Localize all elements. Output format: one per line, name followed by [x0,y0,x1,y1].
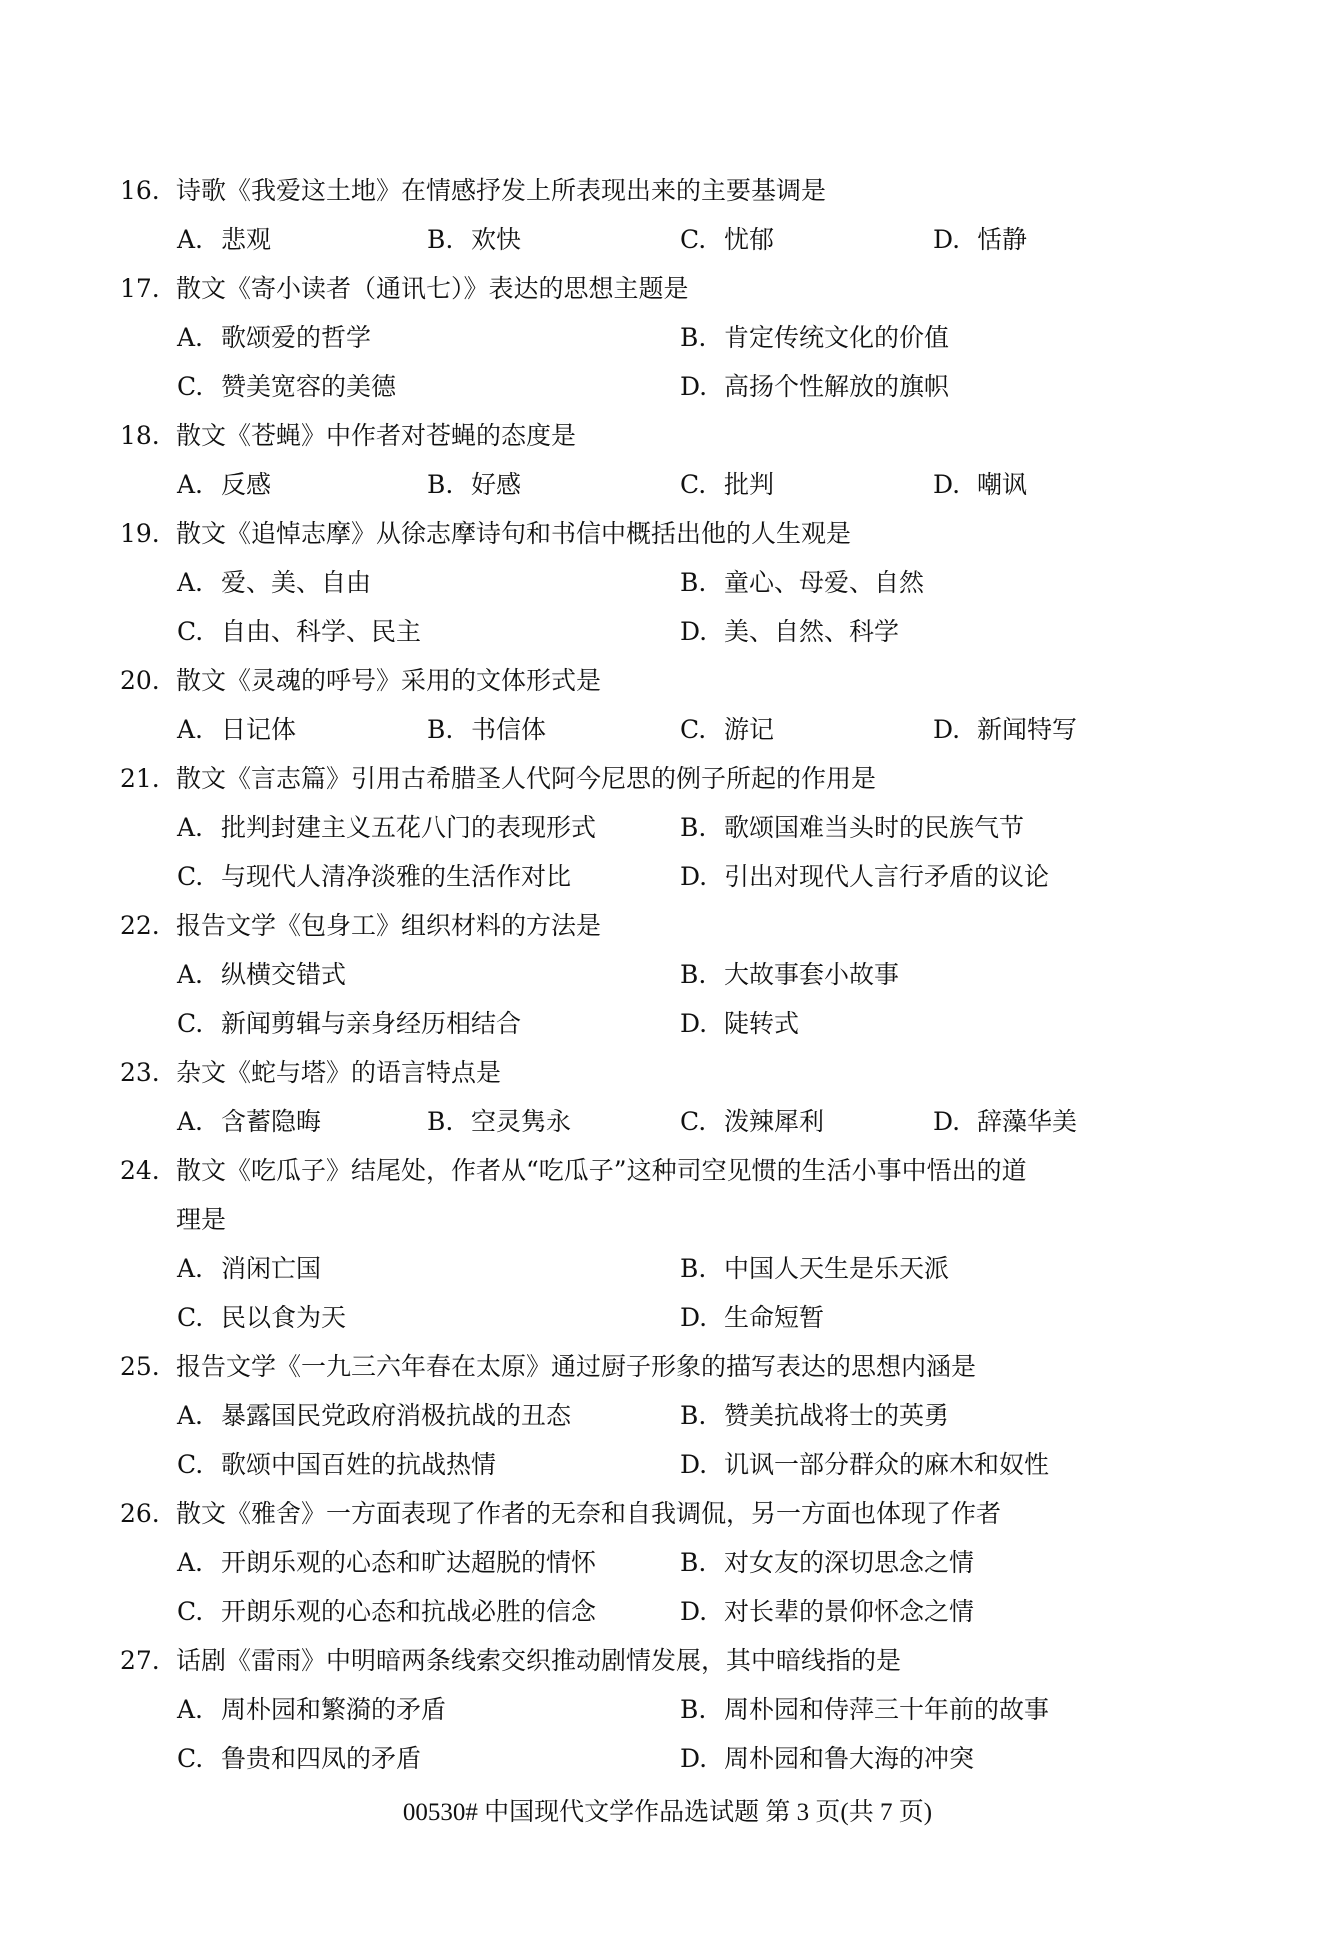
option-d[interactable]: D. 辞藻华美 [933,1107,1078,1136]
option-a[interactable]: A. 周朴园和繁漪的矛盾 [177,1695,447,1724]
option-d[interactable]: D. 生命短暂 [680,1303,825,1332]
option-c[interactable]: C. 自由、科学、民主 [177,617,422,646]
page-footer: 00530# 中国现代文学作品选试题 第 3 页(共 7 页) [402,1799,933,1826]
question-stem: 诗歌《我爱这土地》在情感抒发上所表现出来的主要基调是 [176,176,827,205]
question-number: 19. [120,519,160,548]
question-stem: 报告文学《一九三六年春在太原》通过厨子形象的描写表达的思想内涵是 [176,1352,977,1381]
question-number: 25. [120,1352,160,1381]
option-b[interactable]: B. 歌颂国难当头时的民族气节 [680,813,1025,842]
option-d[interactable]: D. 新闻特写 [933,715,1078,744]
question-stem: 报告文学《包身工》组织材料的方法是 [176,911,602,940]
question-number: 20. [120,666,160,695]
option-d[interactable]: D. 陡转式 [680,1009,800,1038]
question-number: 18. [120,421,160,450]
option-b[interactable]: B. 肯定传统文化的价值 [680,323,950,352]
question-stem: 散文《寄小读者（通讯七）》表达的思想主题是 [176,274,689,303]
option-b[interactable]: B. 对女友的深切思念之情 [680,1548,975,1577]
option-b[interactable]: B. 赞美抗战将士的英勇 [680,1401,950,1430]
option-d[interactable]: D. 高扬个性解放的旗帜 [680,372,950,401]
option-c[interactable]: C. 鲁贵和四凤的矛盾 [177,1744,422,1773]
option-d[interactable]: D. 恬静 [933,225,1028,254]
option-d[interactable]: D. 周朴园和鲁大海的冲突 [680,1744,975,1773]
question-stem: 散文《雅舍》一方面表现了作者的无奈和自我调侃，另一方面也体现了作者 [176,1499,1002,1528]
option-b[interactable]: B. 空灵隽永 [427,1107,572,1136]
question-stem-continued: 理是 [176,1205,227,1234]
option-c[interactable]: C. 游记 [680,715,775,744]
option-d[interactable]: D. 美、自然、科学 [680,617,900,646]
option-d[interactable]: D. 引出对现代人言行矛盾的议论 [680,862,1050,891]
option-d[interactable]: D. 讥讽一部分群众的麻木和奴性 [680,1450,1050,1479]
question-stem: 杂文《蛇与塔》的语言特点是 [176,1058,502,1087]
option-b[interactable]: B. 欢快 [427,225,522,254]
question-stem: 散文《苍蝇》中作者对苍蝇的态度是 [176,421,577,450]
option-b[interactable]: B. 好感 [427,470,522,499]
question-number: 17. [120,274,160,303]
option-a[interactable]: A. 歌颂爱的哲学 [177,323,372,352]
question-number: 16. [120,176,160,205]
option-a[interactable]: A. 批判封建主义五花八门的表现形式 [177,813,597,842]
option-d[interactable]: D. 对长辈的景仰怀念之情 [680,1597,975,1626]
question-number: 26. [120,1499,160,1528]
option-b[interactable]: B. 大故事套小故事 [680,960,900,989]
option-d[interactable]: D. 嘲讽 [933,470,1028,499]
option-c[interactable]: C. 泼辣犀利 [680,1107,825,1136]
option-b[interactable]: B. 童心、母爱、自然 [680,568,925,597]
option-a[interactable]: A. 消闲亡国 [177,1254,322,1283]
question-stem: 散文《灵魂的呼号》采用的文体形式是 [176,666,602,695]
option-c[interactable]: C. 新闻剪辑与亲身经历相结合 [177,1009,522,1038]
question-stem: 散文《吃瓜子》结尾处，作者从“吃瓜子”这种司空见惯的生活小事中悟出的道 [176,1156,1027,1185]
option-b[interactable]: B. 书信体 [427,715,547,744]
option-a[interactable]: A. 开朗乐观的心态和旷达超脱的情怀 [177,1548,597,1577]
option-a[interactable]: A. 纵横交错式 [177,960,347,989]
question-number: 21. [120,764,160,793]
option-a[interactable]: A. 反感 [177,470,272,499]
question-number: 24. [120,1156,160,1185]
option-b[interactable]: B. 周朴园和侍萍三十年前的故事 [680,1695,1050,1724]
question-stem: 话剧《雷雨》中明暗两条线索交织推动剧情发展，其中暗线指的是 [176,1646,902,1675]
option-a[interactable]: A. 悲观 [177,225,272,254]
option-a[interactable]: A. 含蓄隐晦 [177,1107,322,1136]
option-a[interactable]: A. 日记体 [177,715,297,744]
question-stem: 散文《追悼志摩》从徐志摩诗句和书信中概括出他的人生观是 [176,519,852,548]
option-b[interactable]: B. 中国人天生是乐天派 [680,1254,950,1283]
option-a[interactable]: A. 爱、美、自由 [177,568,372,597]
question-number: 22. [120,911,160,940]
option-c[interactable]: C. 批判 [680,470,775,499]
option-c[interactable]: C. 忧郁 [680,225,775,254]
question-number: 23. [120,1058,160,1087]
option-a[interactable]: A. 暴露国民党政府消极抗战的丑态 [177,1401,572,1430]
question-stem: 散文《言志篇》引用古希腊圣人代阿今尼思的例子所起的作用是 [176,764,877,793]
option-c[interactable]: C. 开朗乐观的心态和抗战必胜的信念 [177,1597,597,1626]
option-c[interactable]: C. 赞美宽容的美德 [177,372,397,401]
option-c[interactable]: C. 与现代人清净淡雅的生活作对比 [177,862,572,891]
option-c[interactable]: C. 民以食为天 [177,1303,347,1332]
question-number: 27. [120,1646,160,1675]
option-c[interactable]: C. 歌颂中国百姓的抗战热情 [177,1450,497,1479]
